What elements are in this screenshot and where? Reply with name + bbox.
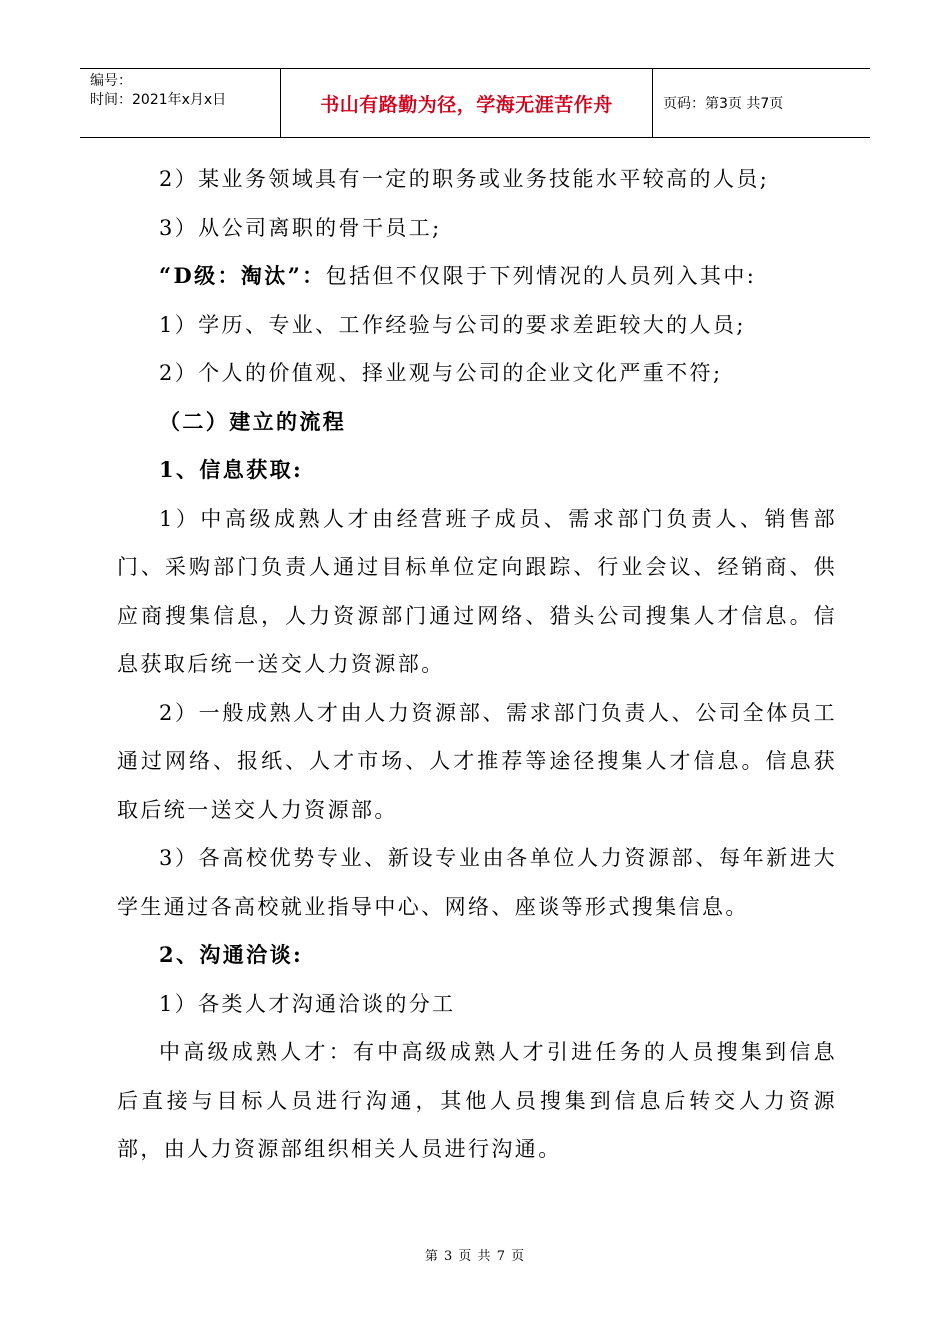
section-heading: （二）建立的流程 xyxy=(159,408,347,434)
paragraph-2: 3）从公司离职的骨干员工; xyxy=(159,215,442,240)
paragraph-6: 1）中高级成熟人才由经营班子成员、需求部门负责人、销售部门、采购部门负责人通过目标单位定向跟踪、行业会议、经销商、供应商搜集信息，人力资源部门通过网络、猎头公司搜集人才信息。信息获取后统一送交人力资源部。 xyxy=(117,506,837,676)
page-footer: 第 3 页 共 7 页 xyxy=(424,1249,526,1264)
page-header xyxy=(80,68,870,138)
header-number-label: 编号： xyxy=(90,73,132,89)
document-body xyxy=(117,155,837,1174)
paragraph-10: 中高级成熟人才：有中高级成熟人才引进任务的人员搜集到信息后直接与目标人员进行沟通，其他人员搜集到信息后转交人力资源部，由人力资源部组织相关人员进行沟通。 xyxy=(117,1040,837,1161)
subsection-heading-info: 1、信息获取: xyxy=(159,457,304,482)
paragraph-1: 2）某业务领域具有一定的职务或业务技能水平较高的人员; xyxy=(159,167,770,191)
header-date: 时间：2021年x月x日 xyxy=(90,92,227,108)
header-meta xyxy=(80,69,281,137)
paragraph-7: 2）一般成熟人才由人力资源部、需求部门负责人、公司全体员工通过网络、报纸、人才市场、人才推荐等途径搜集人才信息。信息获取后统一送交人力资源部。 xyxy=(117,700,837,822)
paragraph-5: 2）个人的价值观、择业观与公司的企业文化严重不符; xyxy=(159,361,723,385)
paragraph-8: 3）各高校优势专业、新设专业由各单位人力资源部、每年新进大学生通过各高校就业指导中心、网络、座谈等形式搜集信息。 xyxy=(117,846,837,919)
header-motto: 书山有路勤为径，学海无涯苦作舟 xyxy=(281,69,653,137)
paragraph-9: 1）各类人才沟通洽谈的分工 xyxy=(159,991,456,1016)
header-page-info: 页码：第3页 共7页 xyxy=(663,96,784,112)
d-level-title: “D级：淘汰”： xyxy=(159,263,326,288)
subsection-heading-communication: 2、沟通洽谈: xyxy=(159,942,304,967)
paragraph-4: 1）学历、专业、工作经验与公司的要求差距较大的人员; xyxy=(159,312,746,337)
d-level-text: 包括但不仅限于下列情况的人员列入其中: xyxy=(325,264,757,288)
paragraph-d-level xyxy=(117,252,837,301)
